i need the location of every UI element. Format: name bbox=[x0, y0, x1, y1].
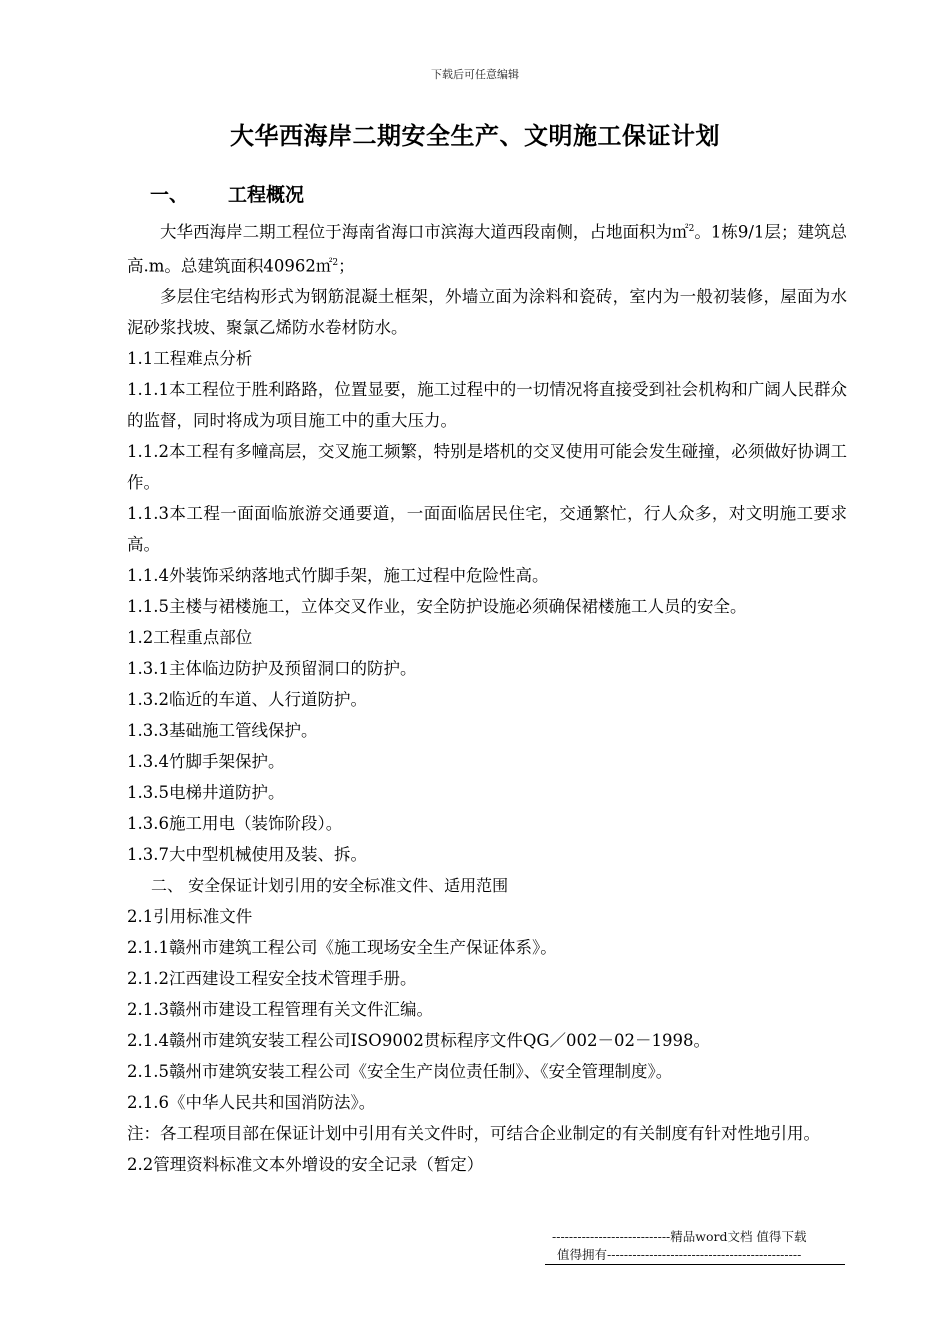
item-2-1-6: 2.1.6《中华人民共和国消防法》。 bbox=[127, 1093, 376, 1112]
item-2-1-5: 2.1.5赣州市建筑安装工程公司《安全生产岗位责任制》、《安全管理制度》。 bbox=[127, 1062, 673, 1081]
item-1-3-3: 1.3.3基础施工管线保护。 bbox=[127, 721, 318, 740]
section-title: 工程概况 bbox=[228, 184, 305, 206]
item-1-1-5: 1.1.5主楼与裙楼施工，立体交叉作业，安全防护设施必须确保裙楼施工人员的安全。 bbox=[127, 597, 747, 616]
footer-line-2: 值得拥有---------------------------------------------- bbox=[557, 1247, 802, 1262]
document-body bbox=[127, 214, 847, 1180]
overview-paragraph-1: 大华西海岸二期工程位于海南省海口市滨海大道西段南侧，占地面积为㎡$^2$。1栋9/1层；建筑总高.m。总建筑面积40962㎡$^2$； bbox=[127, 222, 848, 275]
item-2-1-1: 2.1.1赣州市建筑工程公司《施工现场安全生产保证体系》。 bbox=[127, 938, 557, 957]
section-heading-2: 二、 安全保证计划引用的安全标准文件、适用范围 bbox=[151, 876, 509, 895]
item-2-1-3: 2.1.3赣州市建设工程管理有关文件汇编。 bbox=[127, 1000, 433, 1019]
item-1-3-5: 1.3.5电梯井道防护。 bbox=[127, 783, 285, 802]
footer-divider bbox=[545, 1264, 845, 1265]
overview-paragraph-2: 多层住宅结构形式为钢筋混凝土框架，外墙立面为涂料和瓷砖，室内为一般初装修，屋面为水泥砂浆找坡、聚氯乙烯防水卷材防水。 bbox=[127, 287, 847, 337]
item-1-3-6: 1.3.6施工用电（装饰阶段）。 bbox=[127, 814, 343, 833]
section-heading-1 bbox=[150, 180, 304, 207]
item-1-3-7: 1.3.7大中型机械使用及装、拆。 bbox=[127, 845, 367, 864]
item-1-1-3: 1.1.3本工程一面面临旅游交通要道，一面面临居民住宅，交通繁忙，行人众多，对文明施工要求高。 bbox=[127, 504, 847, 554]
item-1-1-2: 1.1.2本工程有多幢高层，交叉施工频繁，特别是塔机的交叉使用可能会发生碰撞，必须做好协调工作。 bbox=[127, 442, 847, 492]
item-1-3-1: 1.3.1主体临边防护及预留洞口的防护。 bbox=[127, 659, 417, 678]
item-1-3-2: 1.3.2临近的车道、人行道防护。 bbox=[127, 690, 367, 709]
item-1-1-4: 1.1.4外装饰采纳落地式竹脚手架，施工过程中危险性高。 bbox=[127, 566, 549, 585]
section-number: 一、 bbox=[150, 184, 189, 206]
page-footer bbox=[545, 1228, 845, 1264]
subheading-1-2: 1.2工程重点部位 bbox=[127, 628, 253, 647]
subheading-1-1: 1.1工程难点分析 bbox=[127, 349, 253, 368]
subheading-2-1: 2.1引用标准文件 bbox=[127, 907, 253, 926]
item-1-3-4: 1.3.4竹脚手架保护。 bbox=[127, 752, 285, 771]
note-paragraph: 注：各工程项目部在保证计划中引用有关文件时，可结合企业制定的有关制度有针对性地引用。 bbox=[127, 1124, 820, 1143]
page-header-note: 下载后可任意编辑 bbox=[431, 68, 519, 81]
item-2-1-4: 2.1.4赣州市建筑安装工程公司ISO9002贯标程序文件QG／002－02－1998。 bbox=[127, 1031, 711, 1050]
item-2-1-2: 2.1.2江西建设工程安全技术管理手册。 bbox=[127, 969, 417, 988]
subheading-2-2: 2.2管理资料标准文本外增设的安全记录（暂定） bbox=[127, 1155, 484, 1174]
item-1-1-1: 1.1.1本工程位于胜利路路，位置显要，施工过程中的一切情况将直接受到社会机构和广阔人民群众的监督，同时将成为项目施工中的重大压力。 bbox=[127, 380, 847, 430]
footer-line-1: ----------------------------精品word文档 值得下载 bbox=[552, 1229, 807, 1244]
document-title: 大华西海岸二期安全生产、文明施工保证计划 bbox=[230, 122, 720, 150]
